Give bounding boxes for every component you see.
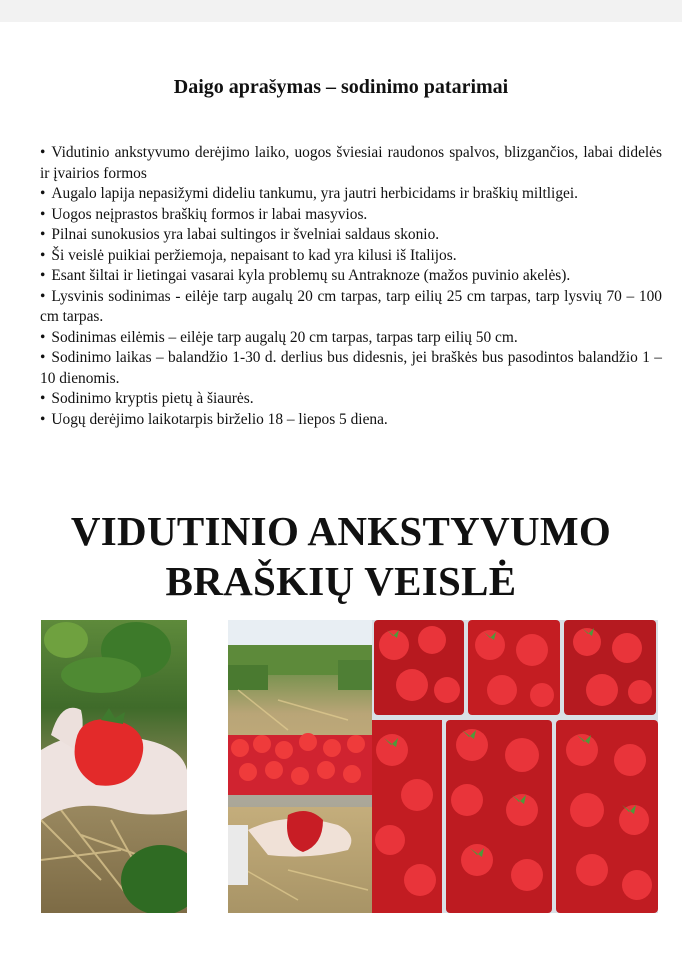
bullet-item [40,389,662,410]
variety-heading-line-2: BRAŠKIŲ VEISLĖ [165,558,517,604]
bullet-item [40,348,662,389]
photo-hand-strawberry [41,620,187,913]
bullet-text: Sodinimas eilėmis – eilėje tarp augalų 20 cm tarpas, tarpas tarp eilių 50 cm. [51,328,518,346]
bullet-item [40,184,662,205]
top-band [0,0,682,22]
variety-heading-line-1: VIDUTINIO ANKSTYVUMO [70,508,612,554]
bullet-dot: • [40,349,46,366]
bullet-text: Esant šiltai ir lietingai vasarai kyla problemų su Antraknoze (mažos puvinio akelės). [51,267,571,284]
bullet-dot: • [40,226,46,243]
bullet-text: Vidutinio ankstyvumo derėjimo laiko, uogos šviesiai raudonos spalvos, blizgančios, labai didelės ir įvairios formos [40,144,662,182]
bullet-dot: • [40,328,46,346]
bullet-item [40,328,662,349]
bullet-dot: • [40,205,46,223]
bullet-dot: • [40,410,46,428]
variety-heading [0,506,682,606]
bullet-dot: • [40,267,46,284]
photo-strawberry-crates [372,620,658,913]
bullet-item [40,266,662,287]
bullet-text: Lysvinis sodinimas - eilėje tarp augalų 20 cm tarpas, tarp eilių 25 cm tarpas, tarp lysvių 70 – 100 cm tarpas. [40,287,662,325]
bullet-text: Sodinimo kryptis pietų à šiaurės. [51,390,254,407]
bullet-text: Ši veislė puikiai peržiemoja, nepaisant to kad yra kilusi iš Italijos. [51,246,457,264]
photo-field-crates [228,620,372,913]
bullet-dot: • [40,390,46,407]
bullet-dot: • [40,185,46,202]
page-title: Daigo aprašymas – sodinimo patarimai [173,76,509,98]
bullet-text: Uogos neįprastos braškių formos ir labai masyvios. [51,205,368,223]
bullet-item [40,287,662,328]
bullet-item [40,410,662,431]
bullet-text: Sodinimo laikas – balandžio 1-30 d. derlius bus didesnis, jei braškės bus pasodintos balandžio 1 – 10 dienomis. [40,349,662,387]
bullet-item [40,143,662,184]
bullet-text: Uogų derėjimo laikotarpis birželio 18 – liepos 5 diena. [51,410,388,428]
bullet-dot: • [40,246,46,264]
bullet-list [40,143,662,430]
bullet-item [40,246,662,267]
bullet-dot: • [40,287,46,305]
bullet-text: Pilnai sunokusios yra labai sultingos ir švelniai saldaus skonio. [51,226,440,243]
bullet-text: Augalo lapija nepasižymi dideliu tankumu, yra jautri herbicidams ir braškių miltligei. [51,185,578,202]
bullet-item [40,225,662,246]
bullet-item [40,205,662,226]
bullet-dot: • [40,144,46,161]
